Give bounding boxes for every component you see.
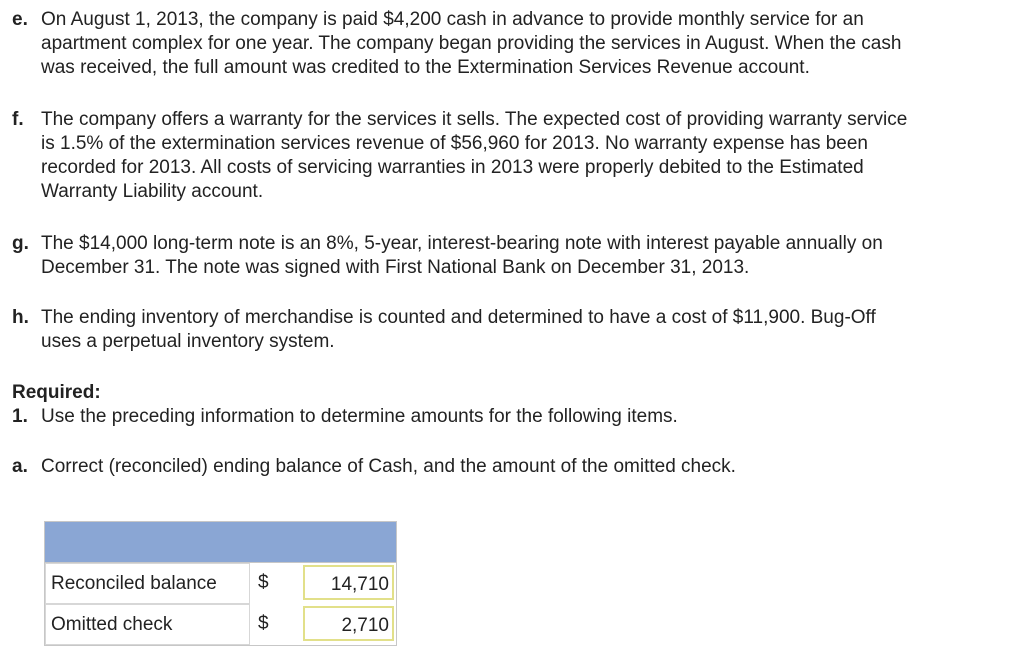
item-text-line: On August 1, 2013, the company is paid $4,200 cash in advance to provide monthly service for an [41,9,864,30]
item-text-line: Warranty Liability account. [41,181,264,202]
item-marker: h. [12,307,29,328]
item-text-line: recorded for 2013. All costs of servicing warranties in 2013 were properly debited to the Estimated [41,157,864,178]
reconciled-balance-input[interactable]: 14,710 [303,565,394,600]
row-label: Reconciled balance [45,563,250,604]
item-text-line: December 31. The note was signed with First National Bank on December 31, 2013. [41,257,750,278]
item-text-line: is 1.5% of the extermination services revenue of $56,960 for 2013. No warranty expense has been [41,133,868,154]
step-marker: 1. [12,406,28,427]
currency-symbol: $ [258,613,269,634]
table-row-omitted-check [45,604,396,645]
item-text [41,306,1012,354]
item-marker: g. [12,233,29,254]
item-text-line: The ending inventory of merchandise is counted and determined to have a cost of $11,900. Bug-Off [41,307,876,328]
item-marker: f. [12,109,24,130]
item-text [41,108,1012,204]
item-text-line: The $14,000 long-term note is an 8%, 5-year, interest-bearing note with interest payable annually on [41,233,883,254]
table-header [45,522,396,563]
item-marker: e. [12,9,28,30]
part-marker: a. [12,456,28,477]
part-text [41,455,1012,479]
item-text-line: The company offers a warranty for the services it sells. The expected cost of providing warranty service [41,109,908,130]
item-text [41,232,1012,280]
step-text-line: Use the preceding information to determine amounts for the following items. [41,406,678,427]
item-text-line: was received, the full amount was credited to the Extermination Services Revenue account. [41,57,810,78]
part-text-line: Correct (reconciled) ending balance of Cash, and the amount of the omitted check. [41,456,736,477]
item-text [41,8,1012,80]
item-text-line: uses a perpetual inventory system. [41,331,335,352]
table-row-reconciled-balance [45,563,396,604]
required-heading: Required: [12,382,101,403]
answer-table [44,521,397,646]
omitted-check-input[interactable]: 2,710 [303,606,394,641]
row-label: Omitted check [45,604,250,645]
item-text-line: apartment complex for one year. The company began providing the services in August. When the cash [41,33,902,54]
currency-symbol: $ [258,572,269,593]
step-text [41,405,1012,429]
